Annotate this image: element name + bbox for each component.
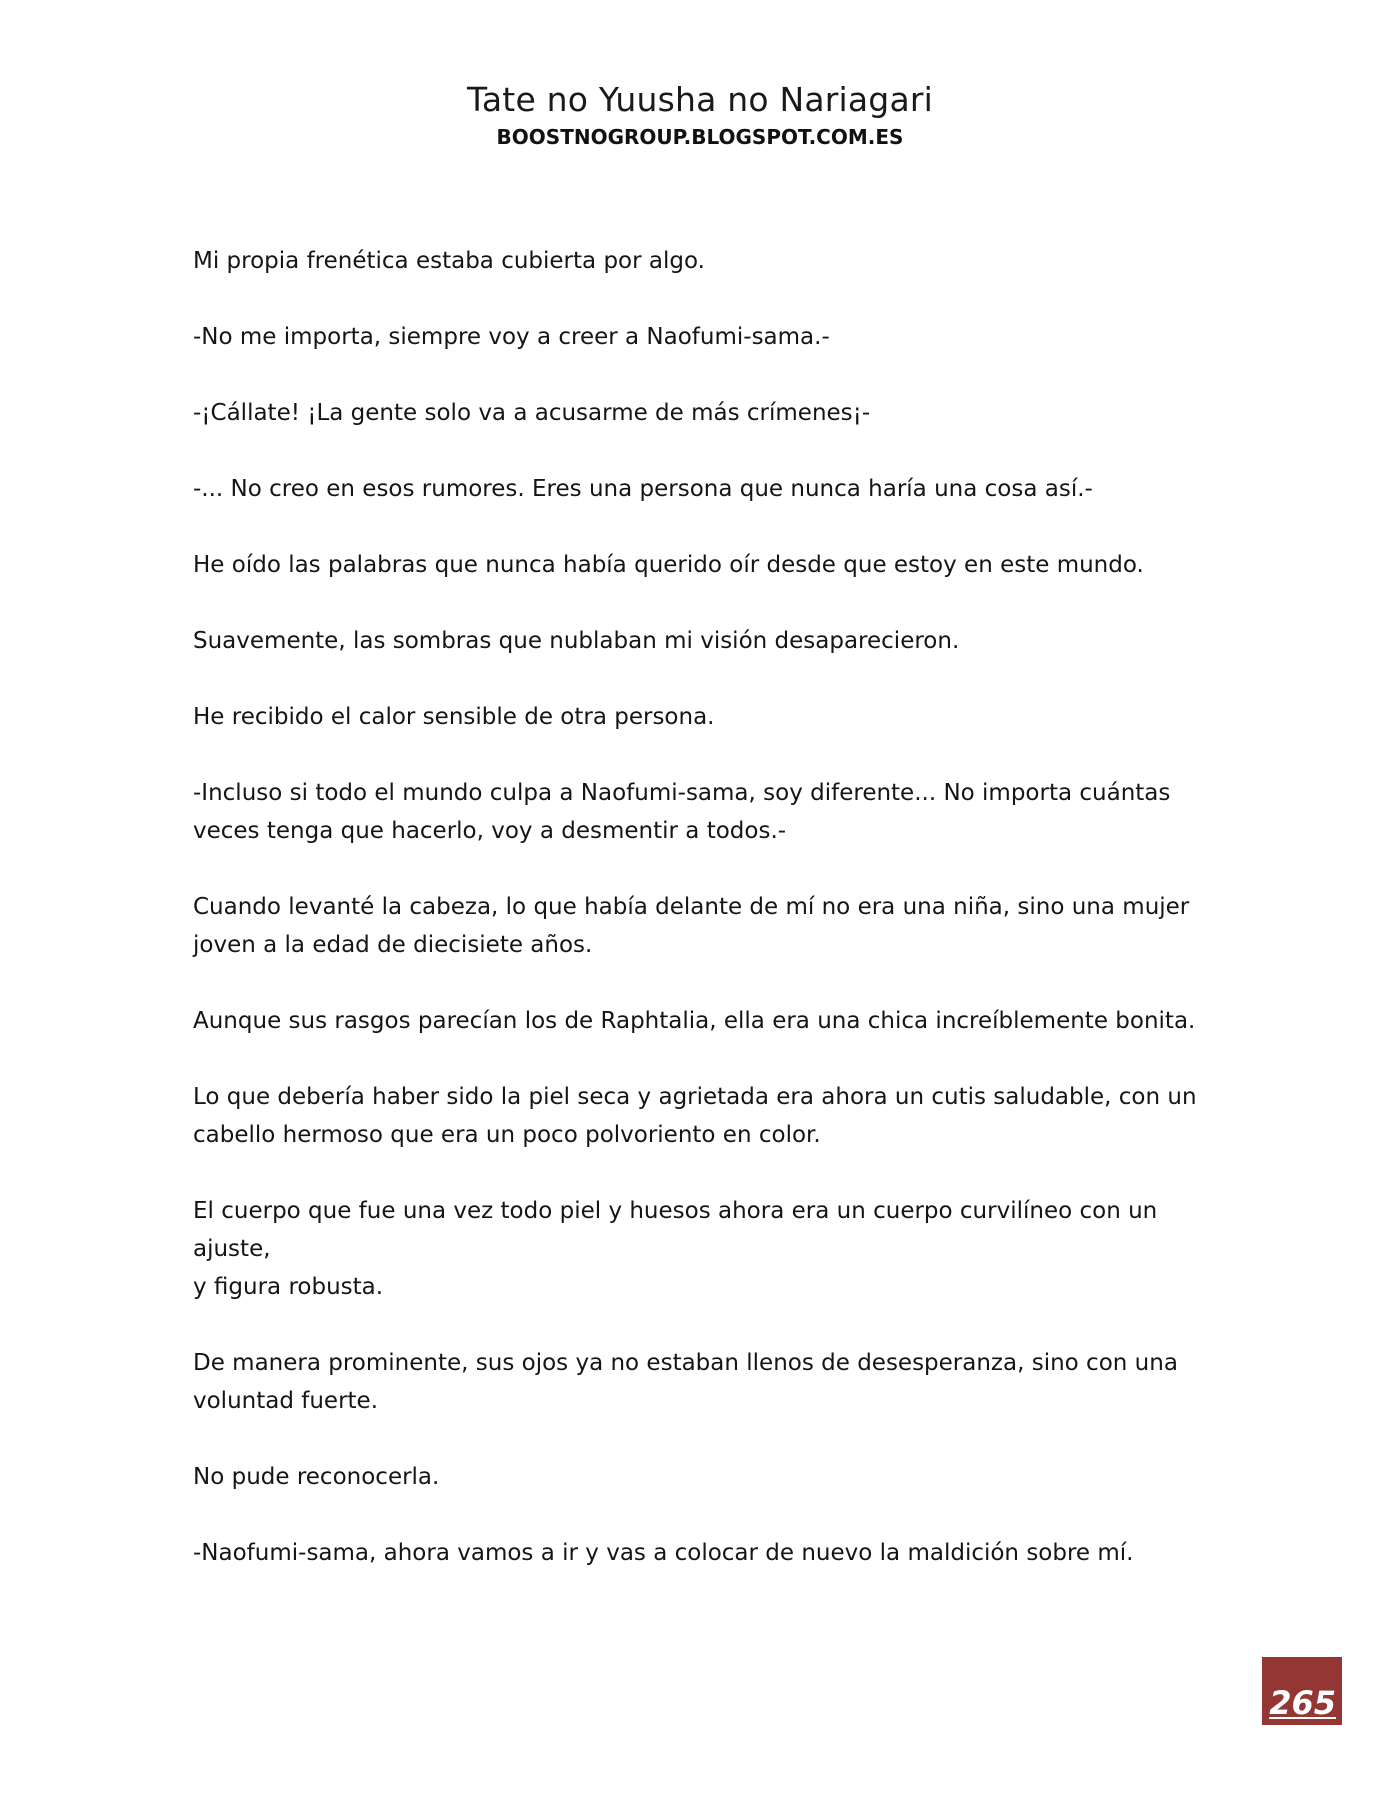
paragraph: -¡Cállate! ¡La gente solo va a acusarme de más crímenes¡- xyxy=(193,400,871,426)
page-number-badge xyxy=(1262,1657,1342,1725)
paragraph: Suavemente, las sombras que nublaban mi visión desaparecieron. xyxy=(193,628,960,654)
document-title: Tate no Yuusha no Nariagari xyxy=(466,80,934,119)
page-header xyxy=(0,80,1400,152)
paragraph: No pude reconocerla. xyxy=(193,1464,440,1490)
paragraph: -... No creo en esos rumores. Eres una persona que nunca haría una cosa así.- xyxy=(193,476,1093,502)
paragraph: -Incluso si todo el mundo culpa a Naofumi-sama, soy diferente... No importa cuántas veces tenga que hacerlo, voy a desmentir a todos.- xyxy=(193,780,1171,844)
paragraph: He recibido el calor sensible de otra persona. xyxy=(193,704,715,730)
paragraph: Cuando levanté la cabeza, lo que había delante de mí no era una niña, sino una mujer joven a la edad de diecisiete años. xyxy=(193,894,1190,958)
paragraph: Lo que debería haber sido la piel seca y agrietada era ahora un cutis saludable, con un cabello hermoso que era un poco polvoriento en color. xyxy=(193,1084,1197,1148)
paragraph: El cuerpo que fue una vez todo piel y huesos ahora era un cuerpo curvilíneo con un ajuste, y figura robusta. xyxy=(193,1198,1158,1300)
document-subtitle: BOOSTNOGROUP.BLOGSPOT.COM.ES xyxy=(496,125,904,149)
paragraph: -No me importa, siempre voy a creer a Naofumi-sama.- xyxy=(193,324,830,350)
page-number: 265 xyxy=(1269,1684,1336,1722)
page-body xyxy=(193,242,1213,1610)
paragraph: Mi propia frenética estaba cubierta por algo. xyxy=(193,248,705,274)
paragraph: De manera prominente, sus ojos ya no estaban llenos de desesperanza, sino con una voluntad fuerte. xyxy=(193,1350,1178,1414)
paragraph: He oído las palabras que nunca había querido oír desde que estoy en este mundo. xyxy=(193,552,1144,578)
paragraph: -Naofumi-sama, ahora vamos a ir y vas a colocar de nuevo la maldición sobre mí. xyxy=(193,1540,1134,1566)
paragraph: Aunque sus rasgos parecían los de Raphtalia, ella era una chica increíblemente bonita. xyxy=(193,1008,1196,1034)
